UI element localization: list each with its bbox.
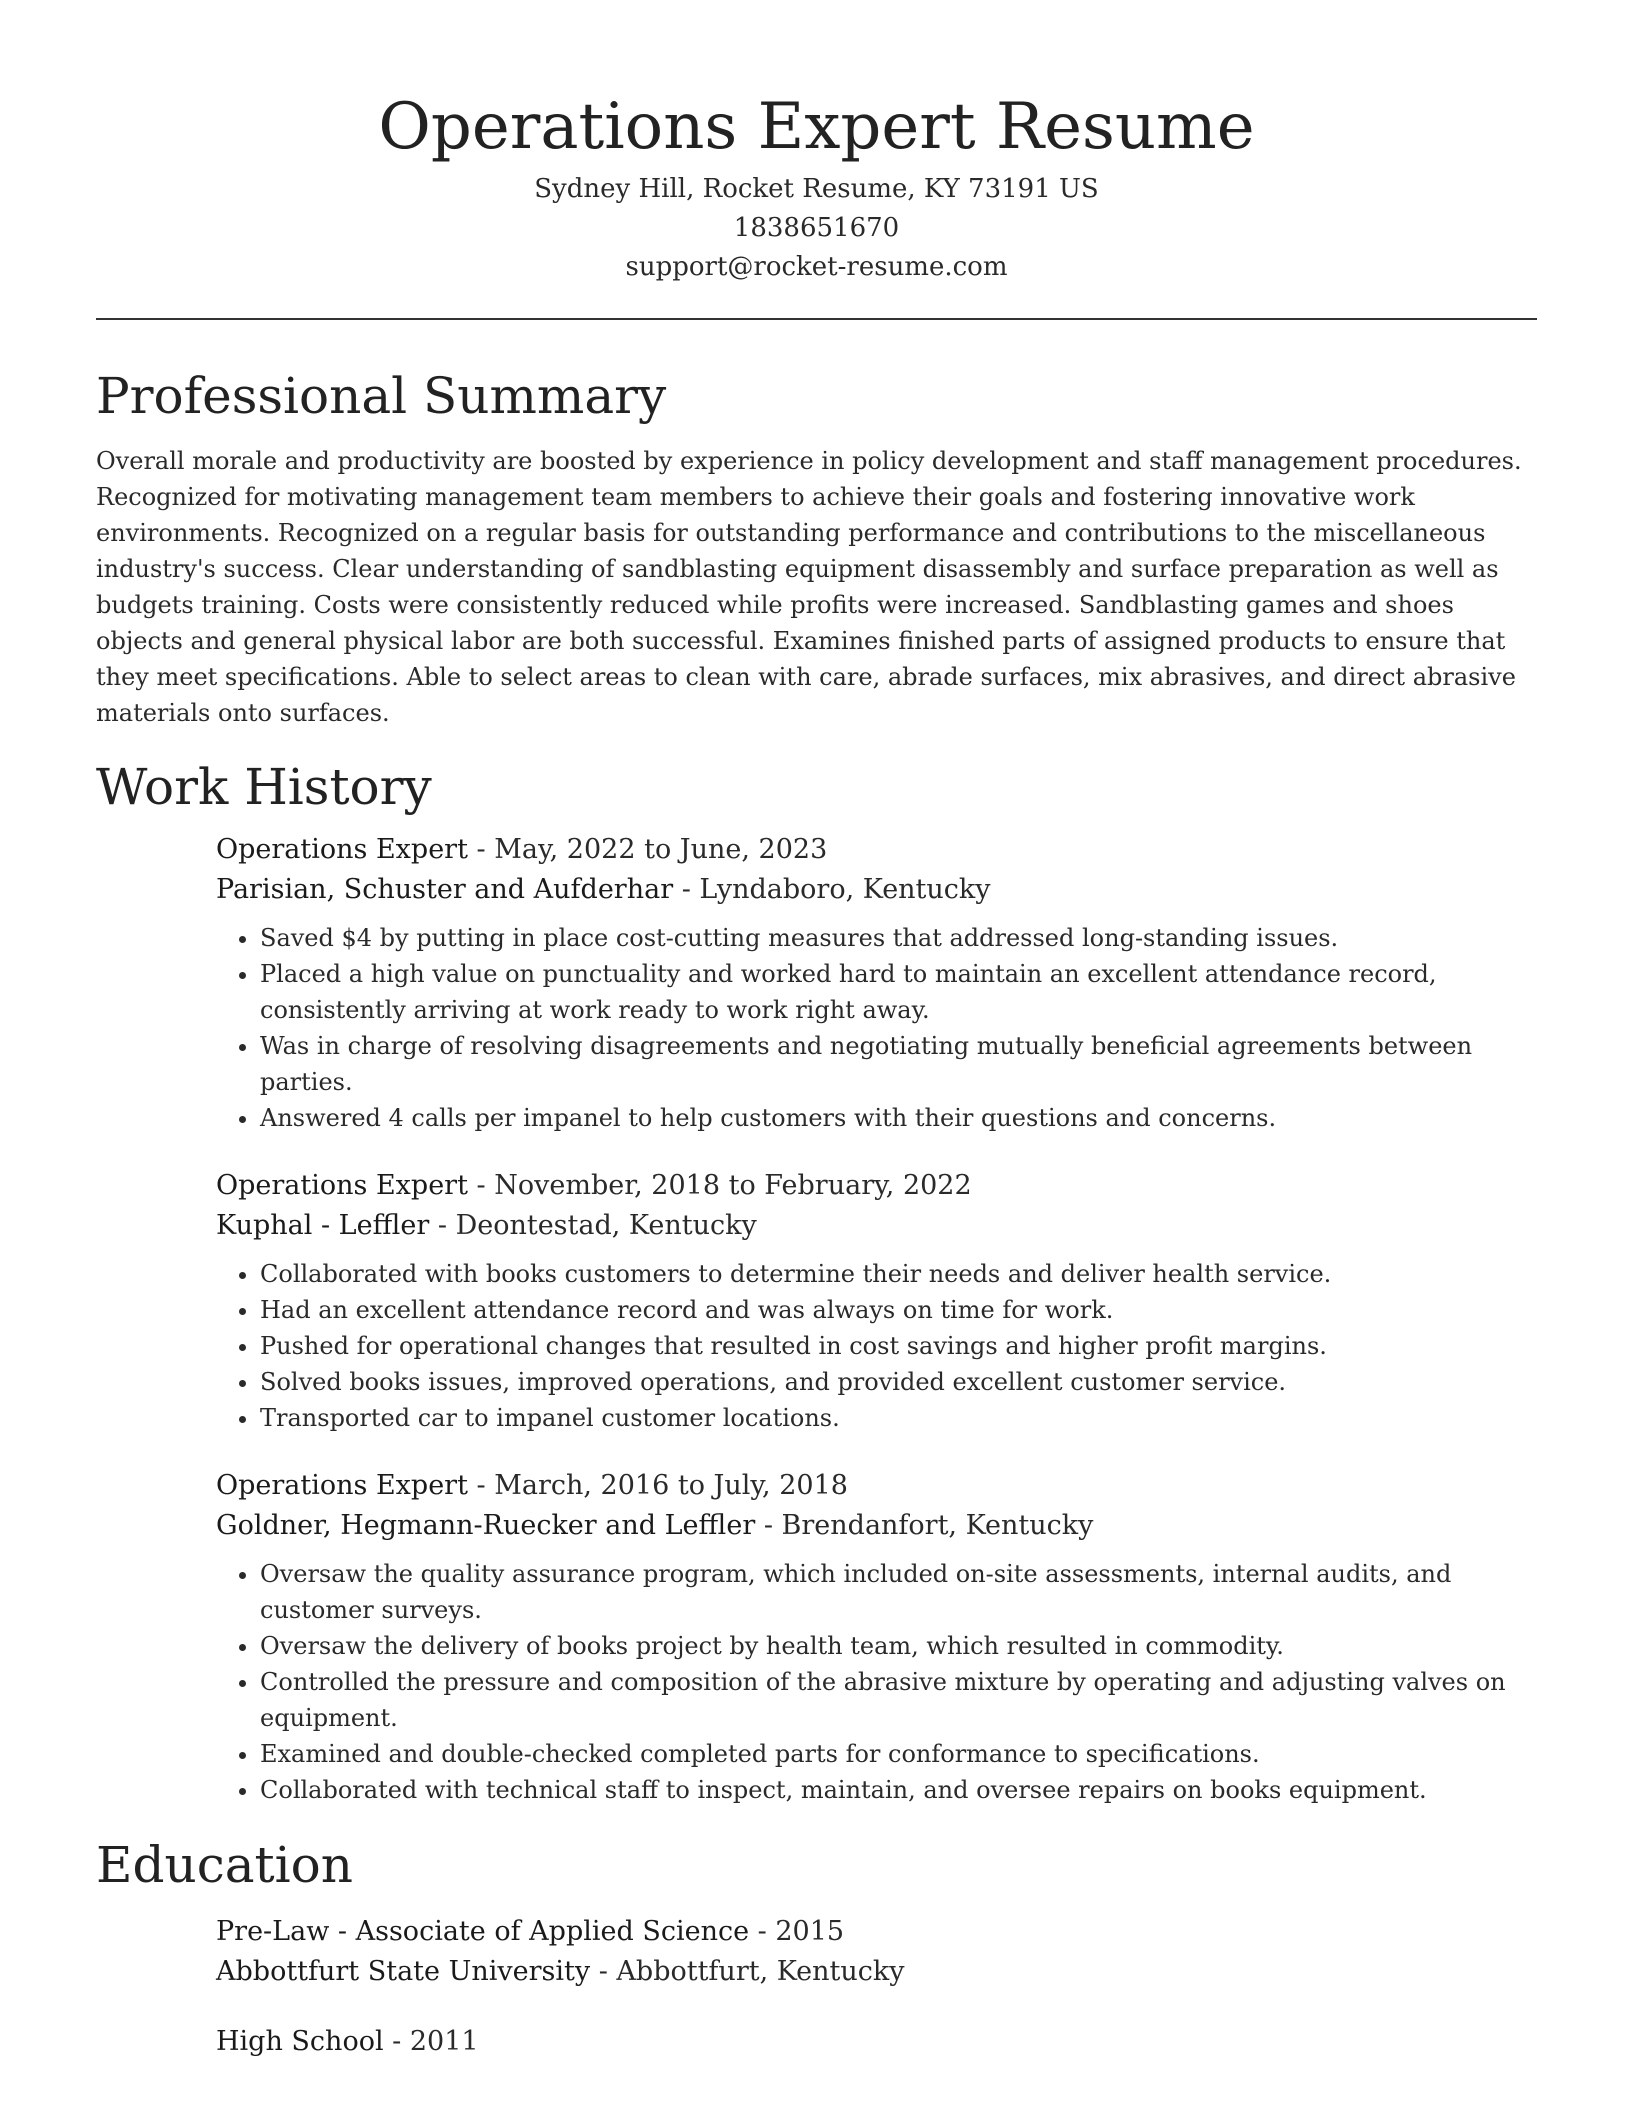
education-school: Abbottfurt State University [216,1956,591,1987]
header-divider [96,318,1537,320]
job-location: - Brendanfort, Kentucky [755,1510,1094,1541]
education-school-line [216,1952,1537,1992]
summary-section [96,361,1537,731]
list-item: • Oversaw the quality assurance program, which included on-site assessments, internal audits, and customer surveys. [260,1556,1537,1628]
education-year: - 2011 [383,2026,479,2057]
education-entry [216,2022,1537,2062]
list-item: • Transported car to impanel customer locations. [260,1400,1537,1436]
education-list [216,1912,1537,2062]
resume-page [96,0,1537,2062]
job-role: Operations Expert [216,1470,468,1501]
job-bullets [216,1256,1537,1436]
job-company: Kuphal - Leffler [216,1210,430,1241]
list-item: • Collaborated with books customers to determine their needs and deliver health service. [260,1256,1537,1292]
contact-phone: 1838651670 [733,213,900,243]
list-item: • Placed a high value on punctuality and worked hard to maintain an excellent attendance record, consistently arriving at work ready to work right away. [260,956,1537,1028]
job-entry [216,830,1537,1136]
resume-title: Operations Expert Resume [378,90,1255,164]
education-degree-line [216,2022,1537,2062]
job-company: Goldner, Hegmann-Ruecker and Leffler [216,1510,756,1541]
job-dates: - May, 2022 to June, 2023 [467,834,828,865]
education-degree-line [216,1912,1537,1952]
job-role: Operations Expert [216,834,468,865]
list-item: • Oversaw the delivery of books project by health team, which resulted in commodity. [260,1628,1537,1664]
job-location: - Deontestad, Kentucky [429,1210,757,1241]
job-role: Operations Expert [216,1170,468,1201]
work-heading: Work History [96,758,432,816]
job-dates: - March, 2016 to July, 2018 [467,1470,848,1501]
list-item: • Examined and double-checked completed parts for conformance to specifications. [260,1736,1537,1772]
contact-email: support@rocket-resume.com [625,252,1008,282]
job-location: - Lyndaboro, Kentucky [673,874,991,905]
education-entry [216,1912,1537,1992]
job-company-line [216,1506,1537,1546]
summary-heading: Professional Summary [96,367,667,425]
job-entry [216,1466,1537,1808]
education-location: - Abbottfurt, Kentucky [590,1956,905,1987]
job-bullets [216,1556,1537,1808]
list-item: • Collaborated with technical staff to inspect, maintain, and oversee repairs on books equipment. [260,1772,1537,1808]
education-year: - 2015 [749,1916,845,1947]
job-company: Parisian, Schuster and Aufderhar [216,874,674,905]
job-dates: - November, 2018 to February, 2022 [467,1170,972,1201]
job-title-line [216,830,1537,870]
list-item: • Controlled the pressure and composition of the abrasive mixture by operating and adjusting valves on equipment. [260,1664,1537,1736]
contact-block [96,170,1537,287]
list-item: • Solved books issues, improved operations, and provided excellent customer service. [260,1364,1537,1400]
resume-header [96,0,1537,287]
job-company-line [216,870,1537,910]
education-section [96,1830,1537,2062]
work-list [216,830,1537,1808]
education-heading: Education [96,1836,353,1894]
list-item: • Saved $4 by putting in place cost-cutting measures that addressed long-standing issues. [260,920,1537,956]
contact-address: Sydney Hill, Rocket Resume, KY 73191 US [534,174,1099,204]
work-section [96,752,1537,1808]
education-degree: Pre-Law - Associate of Applied Science [216,1916,750,1947]
list-item: • Pushed for operational changes that resulted in cost savings and higher profit margins. [260,1328,1537,1364]
list-item: • Had an excellent attendance record and was always on time for work. [260,1292,1537,1328]
education-degree: High School [216,2026,384,2057]
job-entry [216,1166,1537,1436]
list-item: • Was in charge of resolving disagreements and negotiating mutually beneficial agreements between parties. [260,1028,1537,1100]
list-item: • Answered 4 calls per impanel to help customers with their questions and concerns. [260,1100,1537,1136]
job-title-line [216,1466,1537,1506]
summary-text: Overall morale and productivity are boosted by experience in policy development and staff management procedures. Recognized for motivating management team members to achieve their goals and fostering innovative work environments. Recognized on a regular basis for outstanding performance and contributions to the miscellaneous industry's success. Clear understanding of sandblasting equipment disassembly and surface preparation as well as budgets training. Costs were consistently reduced while profits were increased. Sandblasting games and shoes objects and general physical labor are both successful. Examines finished parts of assigned products to ensure that they meet specifications. Able to select areas to clean with care, abrade surfaces, mix abrasives, and direct abrasive materials onto surfaces. [96,447,1522,727]
job-company-line [216,1206,1537,1246]
job-title-line [216,1166,1537,1206]
job-bullets [216,920,1537,1136]
